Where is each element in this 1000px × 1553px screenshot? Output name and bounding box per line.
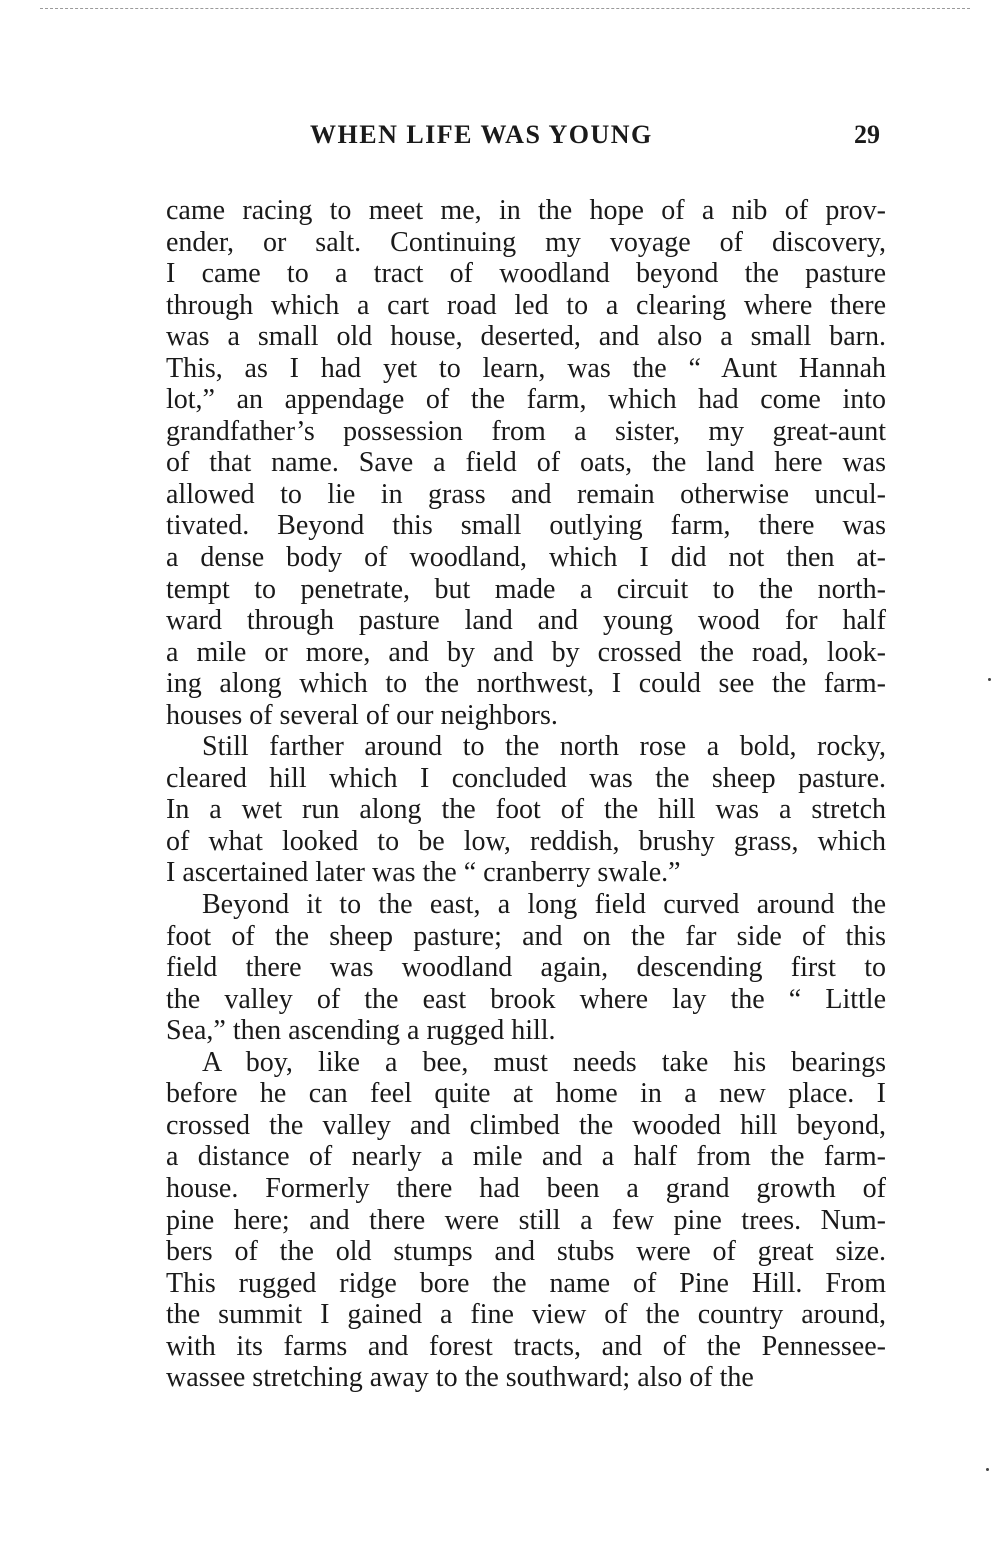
text-line: through which a cart road led to a clearing where there [166, 289, 886, 321]
text-line: allowed to lie in grass and remain otherwise uncul- [166, 478, 886, 510]
text-line: bers of the old stumps and stubs were of great size. [166, 1236, 886, 1268]
text-line: houses of several of our neighbors. [166, 699, 558, 731]
text-line: a dense body of woodland, which I did not then at- [166, 542, 886, 574]
text-line: ender, or salt. Continuing my voyage of discovery, [166, 226, 886, 258]
text-line: I ascertained later was the “ cranberry swale.” [166, 857, 681, 889]
text-line: lot,” an appendage of the farm, which had come into [166, 384, 886, 416]
paragraph [166, 731, 886, 889]
text-line: This rugged ridge bore the name of Pine Hill. From [166, 1267, 886, 1299]
text-line: field there was woodland again, descending first to [166, 952, 886, 984]
text-line: a distance of nearly a mile and a half from the farm- [166, 1141, 886, 1173]
text-line: tivated. Beyond this small outlying farm, there was [166, 510, 886, 542]
text-line: pine here; and there were still a few pine trees. Num- [166, 1204, 886, 1236]
paragraph [166, 1047, 886, 1394]
paragraph [166, 889, 886, 1047]
text-line: This, as I had yet to learn, was the “ Aunt Hannah [166, 352, 886, 384]
text-line: before he can feel quite at home in a new place. I [166, 1078, 886, 1110]
running-header [166, 120, 886, 160]
text-line: A boy, like a bee, must needs take his bearings [202, 1046, 886, 1078]
text-line: ward through pasture land and young wood for half [166, 605, 886, 637]
running-title: WHEN LIFE WAS YOUNG [310, 120, 653, 149]
text-line: Sea,” then ascending a rugged hill. [166, 1015, 556, 1047]
text-line: the valley of the east brook where lay the “ Little [166, 983, 886, 1015]
text-line: cleared hill which I concluded was the sheep pasture. [166, 762, 886, 794]
text-line: was a small old house, deserted, and also a small barn. [166, 321, 886, 353]
text-line: Beyond it to the east, a long field curved around the [202, 889, 886, 921]
text-line: of what looked to be low, reddish, brushy grass, which [166, 825, 886, 857]
text-line: came racing to meet me, in the hope of a nib of prov- [166, 195, 886, 226]
text-line: I came to a tract of woodland beyond the pasture [166, 258, 886, 290]
text-line: the summit I gained a fine view of the country around, [166, 1299, 886, 1331]
text-line: Still farther around to the north rose a bold, rocky, [202, 731, 886, 763]
text-line: with its farms and forest tracts, and of the Pennessee- [166, 1330, 886, 1362]
paragraph [166, 195, 886, 731]
text-line: grandfather’s possession from a sister, my great-aunt [166, 415, 886, 447]
scan-edge-rule [40, 8, 970, 9]
text-line: house. Formerly there had been a grand growth of [166, 1172, 886, 1204]
text-line: a mile or more, and by and by crossed the road, look- [166, 636, 886, 668]
text-line: foot of the sheep pasture; and on the far side of this [166, 920, 886, 952]
text-line: of that name. Save a field of oats, the land here was [166, 447, 886, 479]
text-line: crossed the valley and climbed the wooded hill beyond, [166, 1109, 886, 1141]
text-line: tempt to penetrate, but made a circuit to the north- [166, 573, 886, 605]
scan-speck [988, 678, 991, 681]
text-line: ing along which to the northwest, I could see the farm- [166, 668, 886, 700]
text-line: In a wet run along the foot of the hill was a stretch [166, 794, 886, 826]
scan-speck [986, 1468, 989, 1471]
body-text [166, 195, 886, 1394]
page-number: 29 [854, 120, 880, 149]
text-line: wassee stretching away to the southward; also of the [166, 1362, 754, 1394]
